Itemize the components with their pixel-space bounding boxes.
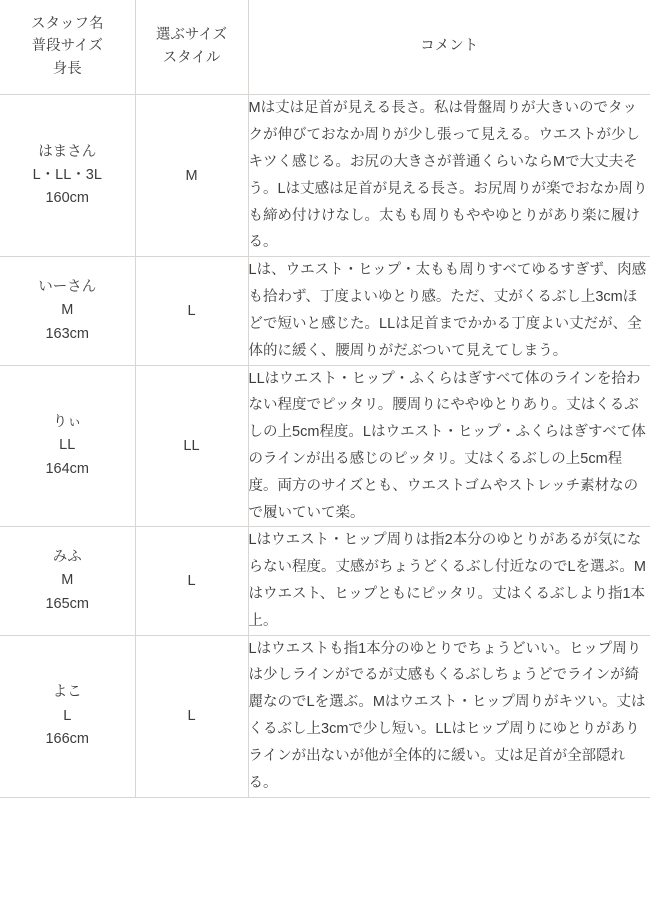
chosen-size-cell: M xyxy=(135,95,248,257)
staff-profile-cell xyxy=(0,365,135,527)
table-row xyxy=(0,635,650,797)
staff-name: みふ xyxy=(52,549,82,566)
staff-usual-size: L・LL・3L xyxy=(32,167,102,184)
table-body xyxy=(0,95,650,797)
column-header-chosen-size-line2: スタイル xyxy=(162,49,221,66)
staff-usual-size: LL xyxy=(59,437,76,454)
column-header-comment: コメント xyxy=(248,0,650,95)
table-row xyxy=(0,257,650,365)
staff-usual-size: M xyxy=(61,572,74,589)
column-header-staff-line1: スタッフ名 xyxy=(31,16,104,32)
comment-cell: Mは丈は足首が見える長さ。私は骨盤周りが大きいのでタックが伸びておなか周りが少し張って見える。ウエストが少しキツく感じる。お尻の大きさが普通くらいならMで大丈夫そう。Lは丈感は足首が見える長さ。お尻周りが楽でおなか周りも締め付けけなし。太もも周りもややゆとりがあり楽に履ける。 xyxy=(248,95,650,257)
chosen-size-cell: L xyxy=(135,257,248,365)
table-row xyxy=(0,95,650,257)
staff-profile-cell xyxy=(0,257,135,365)
column-header-chosen-size-line1: 選ぶサイズ xyxy=(155,27,228,44)
staff-name: りぃ xyxy=(52,414,82,431)
staff-usual-size: L xyxy=(63,707,72,724)
chosen-size-cell: L xyxy=(135,527,248,635)
staff-name: よこ xyxy=(52,684,82,701)
staff-profile-cell xyxy=(0,527,135,635)
table-row xyxy=(0,365,650,527)
staff-height: 164cm xyxy=(45,460,90,477)
chosen-size-cell: LL xyxy=(135,365,248,527)
staff-name: はまさん xyxy=(38,144,97,161)
table-header xyxy=(0,0,650,95)
staff-profile-cell xyxy=(0,635,135,797)
comment-cell: LLはウエスト・ヒップ・ふくらはぎすべて体のラインを拾わない程度でピッタリ。腰周りにややゆとりあり。丈はくるぶしの上5cm程度。Lはウエスト・ヒップ・ふくらはぎすべて体のラインが出る感じのピッタリ。丈はくるぶしの上5cm程度。両方のサイズとも、ウエストゴムやストレッチ素材なので履いていて楽。 xyxy=(248,365,650,527)
comment-cell: Lはウエストも指1本分のゆとりでちょうどいい。ヒップ周りは少しラインがでるが丈感もくるぶしちょうどでラインが綺麗なのでLを選ぶ。Mはウエスト・ヒップ周りがキツい。丈はくるぶし上3cmで少し短い。LLはヒップ周りにゆとりがありラインが出ないが他が全体的に緩い。丈は足首が全部隠れる。 xyxy=(248,635,650,797)
table-header-row xyxy=(0,0,650,95)
staff-height: 163cm xyxy=(45,325,90,342)
table-row xyxy=(0,527,650,635)
staff-name: いーさん xyxy=(38,279,97,296)
staff-height: 166cm xyxy=(45,730,90,747)
staff-height: 160cm xyxy=(45,190,90,207)
column-header-staff xyxy=(0,0,135,95)
chosen-size-cell: L xyxy=(135,635,248,797)
staff-height: 165cm xyxy=(45,595,90,612)
staff-profile-cell xyxy=(0,95,135,257)
column-header-staff-line3: 身長 xyxy=(52,60,82,77)
comment-cell: Lは、ウエスト・ヒップ・太もも周りすべてゆるすぎず、肉感も拾わず、丁度よいゆとり感。ただ、丈がくるぶし上3cmほどで短いと感じた。LLは足首までかかる丁度よい丈だが、全体的に緩く、腰周りがだぶついて見えてしまう。 xyxy=(248,257,650,365)
column-header-staff-line2: 普段サイズ xyxy=(31,38,103,55)
staff-usual-size: M xyxy=(61,302,74,319)
column-header-chosen-size xyxy=(135,0,248,95)
comment-cell: Lはウエスト・ヒップ周りは指2本分のゆとりがあるが気にならない程度。丈感がちょうどくるぶし付近なのでLを選ぶ。Mはウエスト、ヒップともにピッタリ。丈はくるぶしより指1本上。 xyxy=(248,527,650,635)
